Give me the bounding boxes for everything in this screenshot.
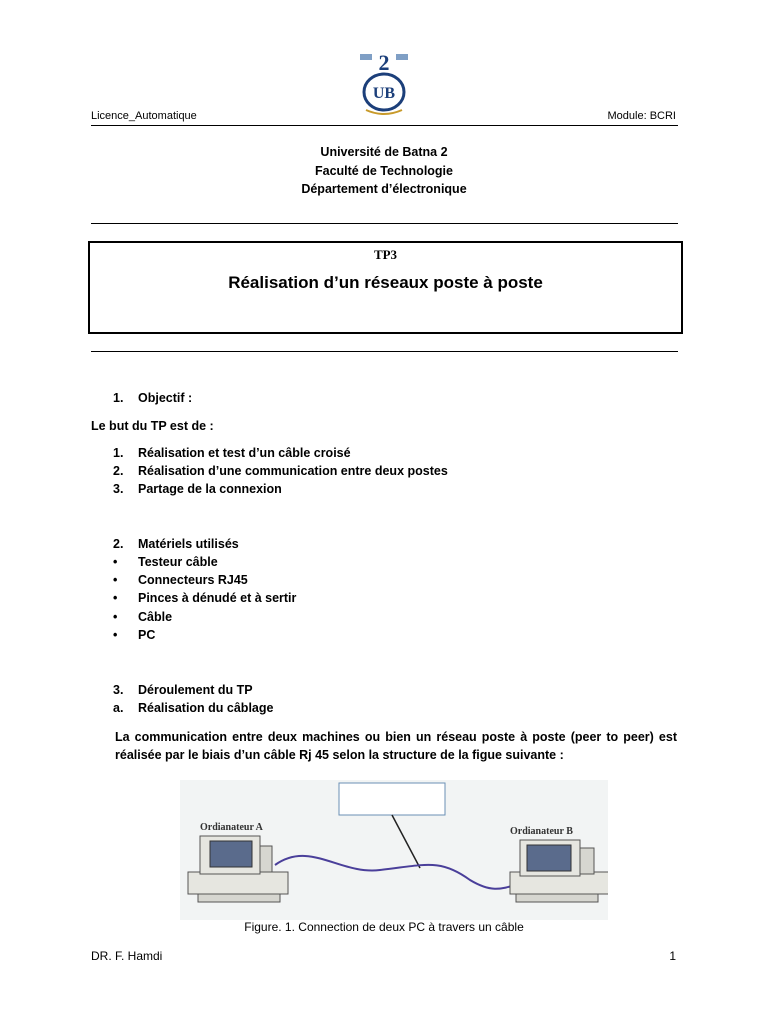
university-name: Université de Batna 2	[320, 145, 448, 159]
section2-num: 2.	[113, 537, 124, 551]
bullet-icon: •	[113, 591, 118, 605]
header-module: Module: BCRI	[607, 110, 676, 122]
computer-b-icon	[510, 840, 608, 902]
logo-letters: UB	[372, 85, 396, 102]
bullet-icon: •	[113, 610, 118, 624]
bullet-icon: •	[113, 628, 118, 642]
section3-num: 3.	[113, 683, 124, 697]
section1-num: 1.	[113, 391, 124, 405]
subsection-title: Réalisation du câblage	[138, 701, 274, 715]
footer-author: DR. F. Hamdi	[91, 949, 163, 963]
faculty-name: Faculté de Technologie	[315, 163, 453, 178]
computer-a-label: Ordianateur A	[200, 822, 263, 833]
header-course: Licence_Automatique	[91, 110, 197, 122]
section1-title: Objectif :	[138, 391, 193, 405]
tp-title: Réalisation d’un réseaux poste à poste	[228, 273, 543, 292]
page-number: 1	[669, 949, 676, 963]
bullet-icon: •	[113, 555, 118, 569]
section3-title: Déroulement du TP	[138, 683, 253, 697]
section2-title: Matériels utilisés	[138, 537, 239, 551]
network-figure	[180, 780, 608, 920]
tp-number: TP3	[373, 247, 398, 262]
computer-b-label: Ordianateur B	[510, 826, 573, 837]
empty-label-box	[339, 783, 445, 815]
logo-digit: 2	[378, 50, 390, 75]
figure-caption: Figure. 1. Connection de deux PC à travers un câble	[244, 920, 524, 934]
cabling-paragraph: La communication entre deux machines ou bien un réseau poste à poste (peer to peer) est réalisée par le biais d’un câble Rj 45 selon la structure de la figue suivante :	[115, 730, 677, 762]
document-body: 1. Objectif : Le but du TP est de : 1. Réalisation et test d’un câble croisé 2. Réalisation d’une communication entre deux postes 3. Partage de la connexion 2. Matériels utilisés • Testeur câble • Connecteurs RJ45 • Pinces à dénudé et à sertir • Câble • PC 3. Déroulement du TP a. Réalisation du câblage La communication entre deux machines ou bien un réseau poste à poste (peer to peer) est réalisée par le biais d’un câble Rj 45 selon la structure de la figue suivante :	[91, 391, 677, 762]
department-name: Département d’électronique	[301, 182, 467, 196]
bullet-icon: •	[113, 573, 118, 587]
subsection-num: a.	[113, 701, 124, 715]
section1-intro: Le but du TP est de :	[91, 419, 214, 433]
